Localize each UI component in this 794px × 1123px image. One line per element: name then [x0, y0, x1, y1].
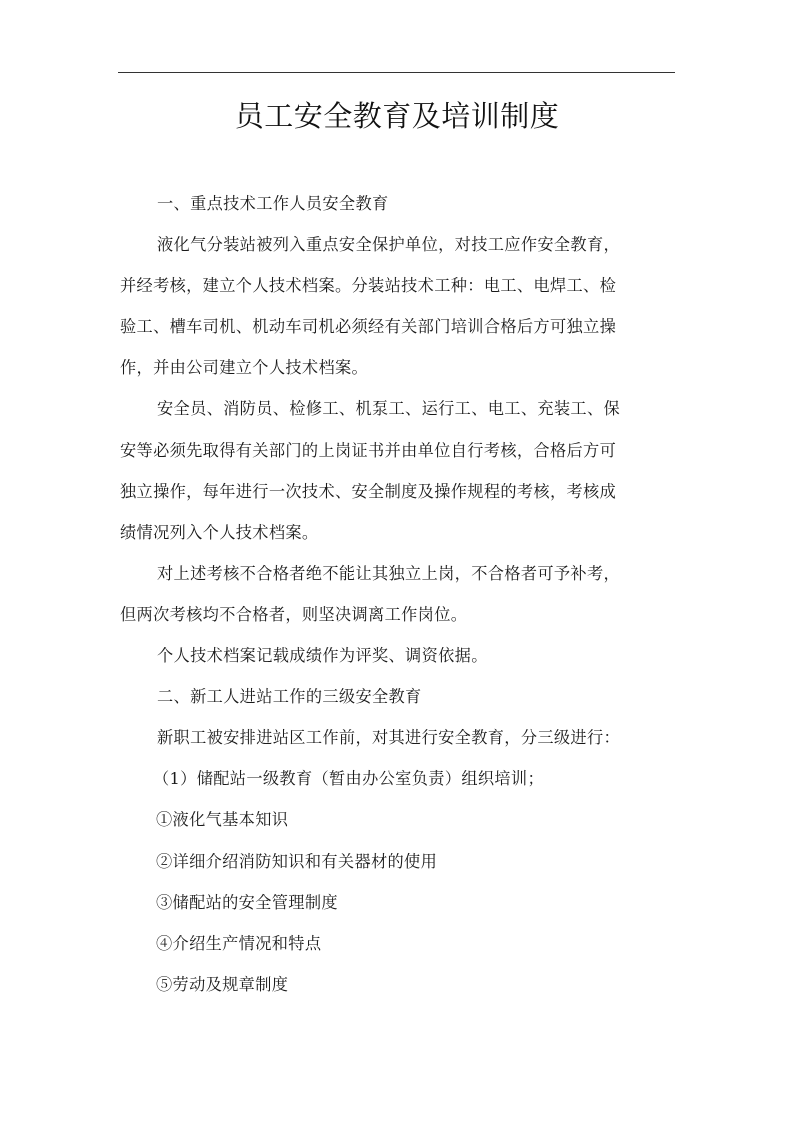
document-body [120, 183, 677, 1005]
paragraph-line: 验工、槽车司机、机动车司机必须经有关部门培训合格后方可独立操 [120, 317, 617, 337]
paragraph-line: 个人技术档案记载成绩作为评奖、调资依据。 [157, 646, 488, 666]
paragraph-line: 独立操作，每年进行一次技术、安全制度及操作规程的考核，考核成 [120, 481, 617, 501]
page-title: 员工安全教育及培训制度 [234, 99, 560, 133]
paragraph-line: 安等必须先取得有关部门的上岗证书并由单位自行考核，合格后方可 [120, 440, 617, 460]
list-item: ④介绍生产情况和特点 [156, 933, 322, 953]
header-rule [118, 72, 675, 73]
list-item: ②详细介绍消防知识和有关器材的使用 [156, 851, 438, 871]
paragraph-line: 安全员、消防员、检修工、机泵工、运行工、电工、充装工、保 [157, 399, 621, 419]
section-heading-2: 二、新工人进站工作的三级安全教育 [157, 687, 422, 707]
section-heading-1: 一、重点技术工作人员安全教育 [157, 194, 389, 213]
sub-heading: （1）储配站一级教育（暂由办公室负责）组织培训； [153, 769, 545, 789]
list-item: ①液化气基本知识 [156, 810, 289, 830]
paragraph-line: 对上述考核不合格者绝不能让其独立上岗，不合格者可予补考， [157, 563, 621, 583]
list-item: ③储配站的安全管理制度 [156, 892, 338, 912]
paragraph-line: 但两次考核均不合格者，则坚决调离工作岗位。 [120, 604, 468, 624]
paragraph-line: 作，并由公司建立个人技术档案。 [120, 358, 369, 378]
paragraph-line: 绩情况列入个人技术档案。 [120, 522, 319, 542]
list-item: ⑤劳动及规章制度 [156, 974, 289, 994]
paragraph-line: 液化气分装站被列入重点安全保护单位，对技工应作安全教育， [157, 235, 621, 255]
paragraph-line: 并经考核，建立个人技术档案。分装站技术工种：电工、电焊工、检 [120, 276, 617, 296]
paragraph-line: 新职工被安排进站区工作前，对其进行安全教育，分三级进行： [157, 728, 621, 748]
